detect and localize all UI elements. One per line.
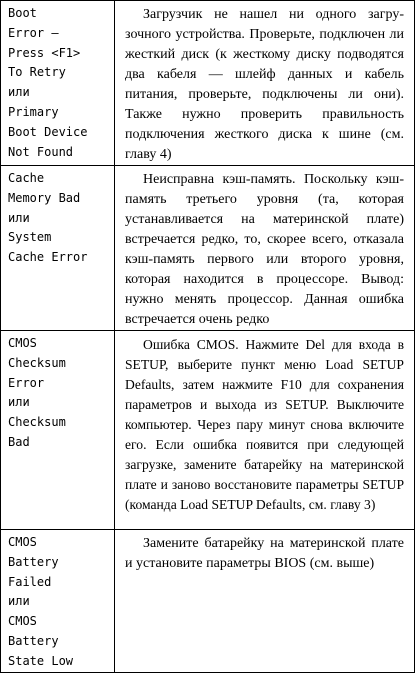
table-row: [1, 1, 415, 166]
error-description-cell: Замените батарейку на материнской плате и установите параметры BIOS (см. выше): [115, 530, 415, 673]
error-description-cell: Загрузчик не нашел ни одного загрузочного устройства. Проверьте, подключен ли жесткий диск (к жесткому диску подводятся два кабеля — шлейф данных и кабель питания, проверьте, подключены ли они). Также нужно проверить правильность подключения жесткого диска к шине (см. главу 4): [115, 1, 415, 166]
error-message-cell: Boot Error — Press <F1> To Retry или Primary Boot Device Not Found: [1, 1, 115, 166]
table-row: [1, 166, 415, 331]
table-row: [1, 530, 415, 673]
error-description-cell: Неисправна кэш-память. Поскольку кэш-память третьего уровня (та, которая устанавливается на материнской плате) встречается редко, то, скорее всего, отказала кэш-память первого или второго уровня, которая находится в процессоре. Вывод: нужно менять процессор. Данная ошибка встречается очень редко: [115, 166, 415, 331]
error-message-cell: Cache Memory Bad или System Cache Error: [1, 166, 115, 331]
table-row: [1, 331, 415, 530]
error-description-cell: Ошибка CMOS. Нажмите Del для входа в SETUP, выберите пункт меню Load SETUP Defaults, затем нажмите F10 для сохранения параметров и выхода из SETUP. Выключите компьютер. Через пару минут снова включите его. Если ошибка появится при следующей загрузке, замените батарейку на материнской плате и заново восстановите параметры SETUP (команда Load SETUP Defaults, см. главу 3): [115, 331, 415, 530]
error-message-cell: CMOS Battery Failed или CMOS Battery State Low: [1, 530, 115, 673]
error-message-cell: CMOS Checksum Error или Checksum Bad: [1, 331, 115, 530]
